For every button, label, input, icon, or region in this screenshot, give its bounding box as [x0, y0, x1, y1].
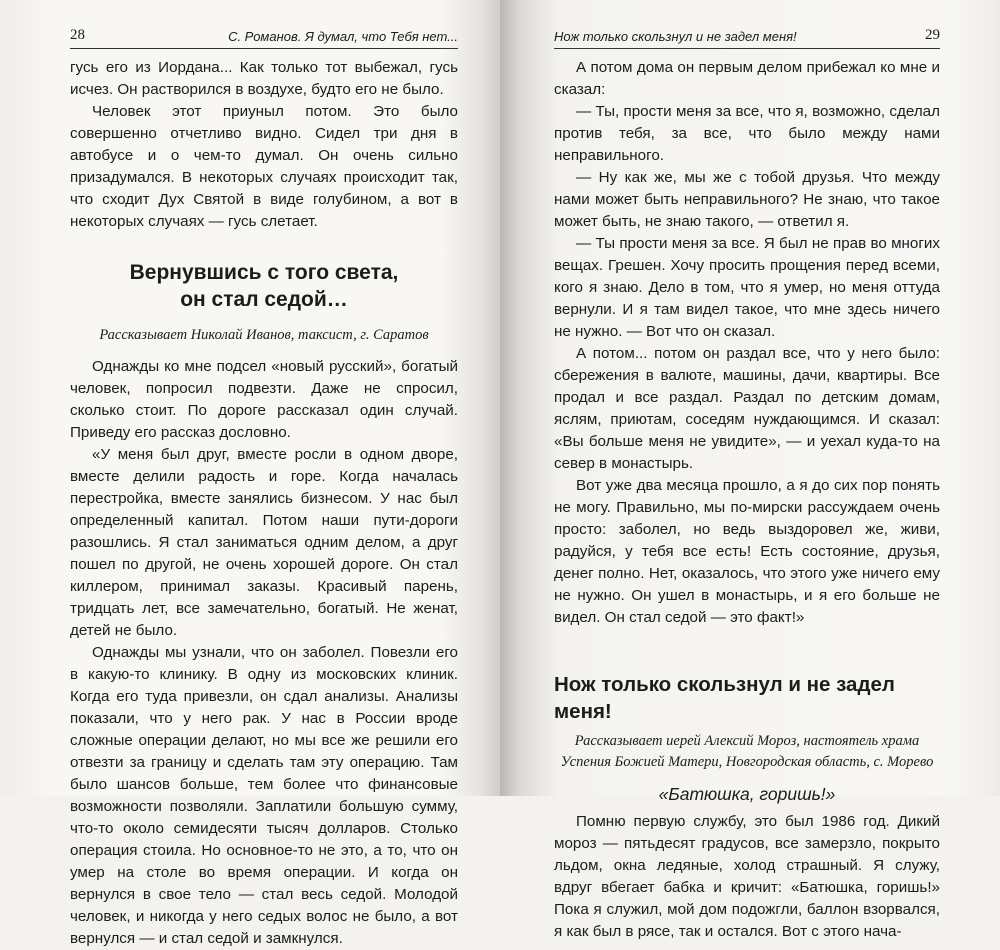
paragraph: Однажды мы узнали, что он заболел. Повезли его в какую-то клинику. В одну из московских клиник. Когда его туда привезли, он сдал анализы. Анализы показали, что у него рак. У нас в России вроде сложные операции делают, но мы все же решили его отвезти за границу и сделать там эту операцию. Там было шансов больше, тем более что финансовые возможности позволяли. Заплатили большую сумму, что-то около семидесяти тысяч долларов. Столько операция стоила. Но основное-то не это, а то, что он умер на столе во время операции. И когда он вернулся в свое тело — стал весь седой. Молодой человек, и никогда у него седых волос не было, а вот вернулся — и стал седой и замкнулся.	[70, 644, 458, 947]
paragraph: Вот уже два месяца прошло, а я до сих пор понять не могу. Правильно, мы по-мирски рассуждаем очень просто: заболел, но ведь выздоровел же, живи, радуйся, у тебя все есть! Есть состояние, друзья, денег полно. Нет, оказалось, что этого уже ничего ему не нужно. Он ушел в монастырь, и я его больше не видел. Он стал седой — это факт!»	[554, 477, 940, 626]
paragraph: Однажды ко мне подсел «новый русский», богатый человек, попросил подвезти. Даже не спросил, сколько стоит. По дороге рассказал один случай. Приведу его рассказ дословно.	[70, 358, 458, 441]
left-page	[0, 0, 500, 947]
chapter-heading: Нож только скользнул и не задел меня!	[554, 673, 895, 723]
byline: Рассказывает Николай Иванов, таксист, г. Саратов	[99, 327, 429, 343]
right-page	[500, 0, 1000, 940]
paragraph: — Ты, прости меня за все, что я, возможно, сделал против тебя, за все, что было между нами неправильного.	[554, 103, 940, 164]
page-header	[70, 0, 458, 49]
paragraph: А потом... потом он раздал все, что у него было: сбережения в валюте, машины, дачи, квартиры. Все продал и все раздал. Раздал по детским домам, яслям, приютам, соседям нуждающимся. И сказал: «Вы больше меня не увидите», — и уехал куда-то на север в монастырь.	[554, 345, 940, 472]
chapter-heading-line: он стал седой…	[180, 288, 348, 311]
page-header	[554, 0, 940, 49]
page-number: 29	[925, 27, 940, 43]
byline: Рассказывает иерей Алексий Мороз, настоятель храма Успения Божией Матери, Новгородская область, с. Морево	[560, 733, 934, 770]
section-subheading: «Батюшка, горишь!»	[658, 784, 836, 804]
paragraph: — Ты прости меня за все. Я был не прав во многих вещах. Грешен. Хочу просить прощения перед всеми, кого я знаю. Дело в том, что я умер, но меня оттуда вернули. И я там видел такое, что мне здесь ничего не нужно. — Вот что он сказал.	[554, 235, 940, 340]
running-title: Нож только скользнул и не задел меня!	[554, 29, 797, 44]
paragraph: гусь его из Иордана... Как только тот выбежал, гусь исчез. Он растворился в воздухе, будто его не было.	[70, 59, 458, 98]
paragraph: Человек этот приуныл потом. Это было совершенно отчетливо видно. Сидел три дня в автобусе и о чем-то думал. Он очень сильно призадумался. В некоторых случаях происходит так, что сходит Дух Святой в виде голубином, а вот в некоторых случаях — гусь слетает.	[70, 103, 458, 230]
body-text	[70, 57, 458, 950]
paragraph: А потом дома он первым делом прибежал ко мне и сказал:	[554, 59, 940, 98]
paragraph: — Ну как же, мы же с тобой друзья. Что между нами может быть неправильного? Не знаю, что такое может быть, не знаю такого, — ответил я.	[554, 169, 940, 230]
body-text	[554, 57, 940, 943]
paragraph: «У меня был друг, вместе росли в одном дворе, вместе делили радость и горе. Когда началась перестройка, вместе занялись бизнесом. У нас был определенный капитал. Потом наши пути-дороги разошлись. Я стал заниматься одним делом, а друг пошел по другой, не очень хорошей дороге. Он стал киллером, принимал заказы. Красивый парень, тридцать лет, все замечательно, богатый. Не женат, детей не было.	[70, 446, 458, 639]
chapter-heading	[70, 259, 458, 313]
chapter-heading-line: Вернувшись с того света,	[129, 261, 399, 284]
paragraph: Помню первую службу, это был 1986 год. Дикий мороз — пятьдесят градусов, все замерзло, покрыто льдом, окна ледяные, холод страшный. Я служу, вдруг вбегает бабка и кричит: «Батюшка, горишь!» Пока я служил, мой дом подожгли, баллон взорвался, я как был в рясе, так и остался. Вот с этого нача-	[554, 813, 940, 940]
running-title: С. Романов. Я думал, что Тебя нет...	[228, 29, 458, 44]
page-number: 28	[70, 27, 85, 43]
